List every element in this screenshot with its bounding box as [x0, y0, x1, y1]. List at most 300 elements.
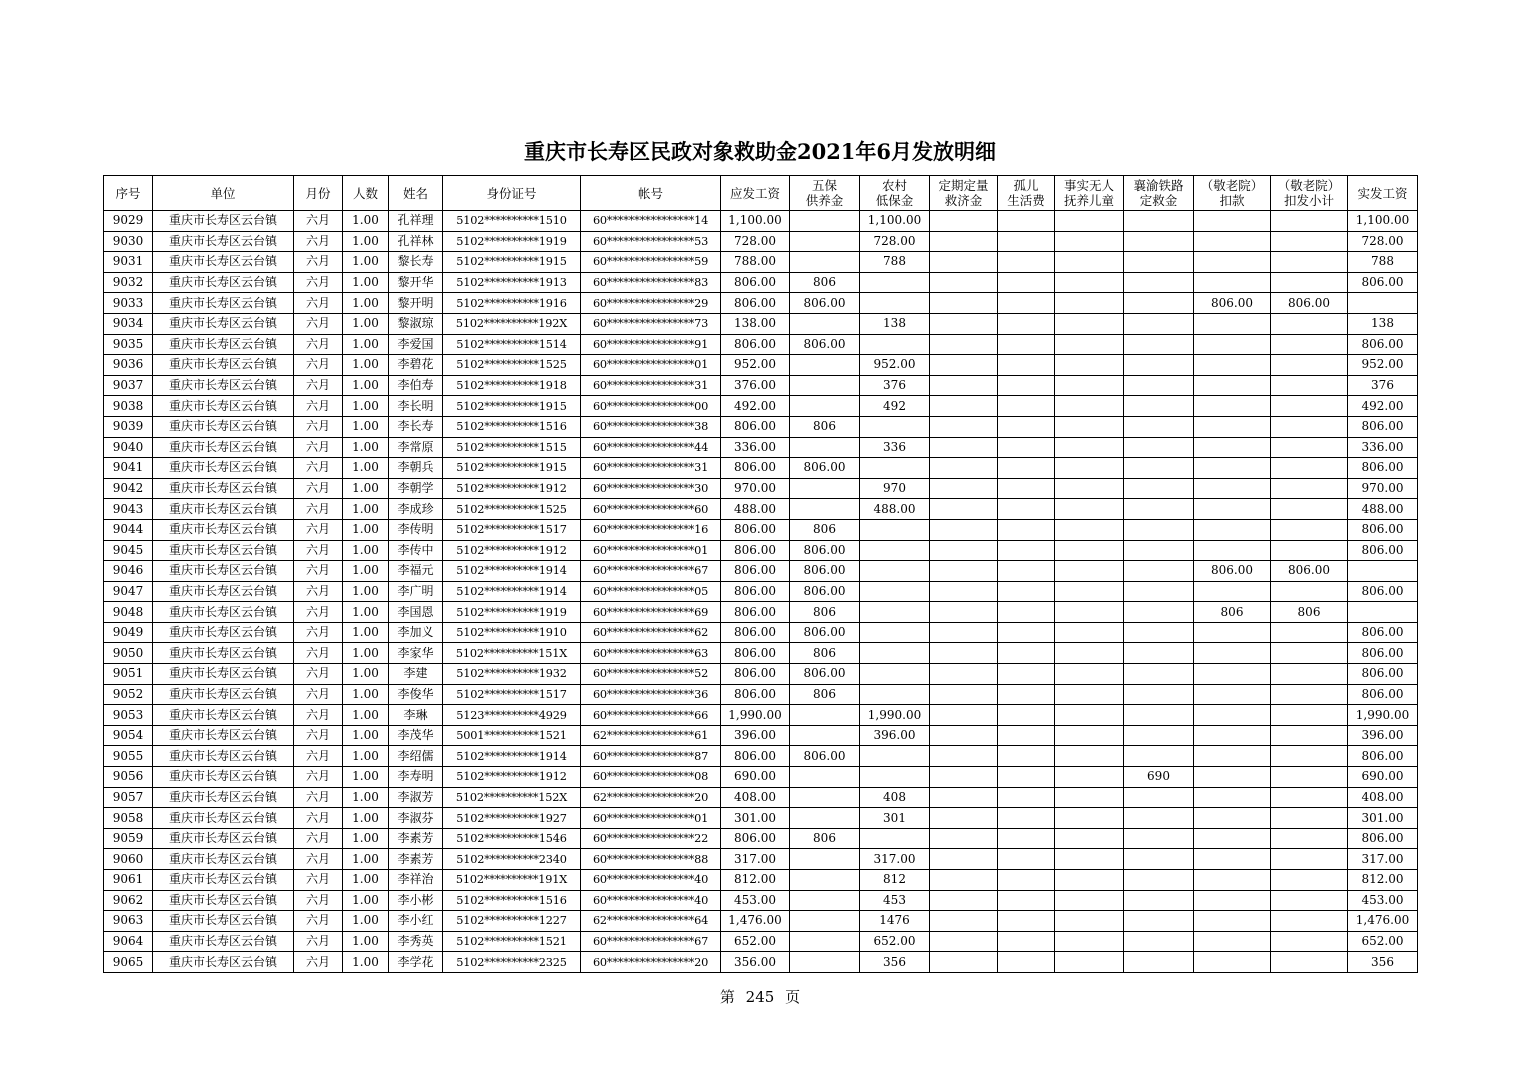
- net-pay-cell: 806.00: [1348, 746, 1418, 767]
- unsupported-child-cell: [1055, 622, 1124, 643]
- account-cell: 60****************53: [581, 231, 721, 252]
- net-pay-cell: 138: [1348, 313, 1418, 334]
- railway-relief-cell: [1124, 540, 1194, 561]
- regular-relief-cell: [930, 561, 998, 582]
- dibao-cell: 356: [860, 952, 930, 973]
- name-cell: 李寿明: [389, 767, 443, 788]
- net-pay-cell: 788: [1348, 252, 1418, 273]
- regular-relief-cell: [930, 437, 998, 458]
- name-cell: 李长寿: [389, 416, 443, 437]
- seq-cell: 9034: [104, 313, 153, 334]
- dibao-cell: 376: [860, 375, 930, 396]
- table-row: [104, 890, 1418, 911]
- wubao-cell: [790, 767, 860, 788]
- orphan-cell: [998, 828, 1055, 849]
- orphan-cell: [998, 561, 1055, 582]
- net-pay-cell: 488.00: [1348, 499, 1418, 520]
- unit-cell: 重庆市长寿区云台镇: [153, 890, 294, 911]
- dibao-cell: [860, 519, 930, 540]
- account-cell: 60****************83: [581, 272, 721, 293]
- unsupported-child-cell: [1055, 890, 1124, 911]
- orphan-cell: [998, 664, 1055, 685]
- unit-cell: 重庆市长寿区云台镇: [153, 375, 294, 396]
- dibao-cell: 1,990.00: [860, 705, 930, 726]
- name-cell: 李加义: [389, 622, 443, 643]
- table-row: [104, 581, 1418, 602]
- unsupported-child-cell: [1055, 767, 1124, 788]
- name-cell: 李福元: [389, 561, 443, 582]
- account-cell: 60****************66: [581, 705, 721, 726]
- regular-relief-cell: [930, 540, 998, 561]
- name-cell: 李传中: [389, 540, 443, 561]
- count-cell: 1.00: [343, 808, 389, 829]
- wubao-cell: 806: [790, 643, 860, 664]
- regular-relief-cell: [930, 231, 998, 252]
- wubao-cell: 806.00: [790, 664, 860, 685]
- count-cell: 1.00: [343, 519, 389, 540]
- orphan-cell: [998, 911, 1055, 932]
- month-cell: 六月: [294, 334, 343, 355]
- table-row: [104, 478, 1418, 499]
- count-cell: 1.00: [343, 725, 389, 746]
- unsupported-child-cell: [1055, 499, 1124, 520]
- id-number-cell: 5102**********1913: [443, 272, 581, 293]
- railway-relief-cell: 690: [1124, 767, 1194, 788]
- railway-relief-cell: [1124, 890, 1194, 911]
- orphan-cell: [998, 622, 1055, 643]
- nursing-home-subtotal-cell: [1271, 540, 1348, 561]
- regular-relief-cell: [930, 808, 998, 829]
- wubao-cell: [790, 952, 860, 973]
- count-cell: 1.00: [343, 540, 389, 561]
- orphan-cell: [998, 787, 1055, 808]
- name-cell: 李俊华: [389, 684, 443, 705]
- railway-relief-cell: [1124, 396, 1194, 417]
- column-header: 农村 低保金: [860, 176, 930, 211]
- wubao-cell: 806.00: [790, 581, 860, 602]
- wubao-cell: [790, 375, 860, 396]
- unsupported-child-cell: [1055, 211, 1124, 232]
- railway-relief-cell: [1124, 911, 1194, 932]
- wubao-cell: [790, 313, 860, 334]
- id-number-cell: 5102**********1517: [443, 519, 581, 540]
- wubao-cell: 806: [790, 684, 860, 705]
- name-cell: 李小红: [389, 911, 443, 932]
- account-cell: 60****************44: [581, 437, 721, 458]
- unit-cell: 重庆市长寿区云台镇: [153, 272, 294, 293]
- wubao-cell: [790, 725, 860, 746]
- nursing-home-deduction-cell: [1194, 211, 1271, 232]
- seq-cell: 9033: [104, 293, 153, 314]
- month-cell: 六月: [294, 890, 343, 911]
- orphan-cell: [998, 437, 1055, 458]
- count-cell: 1.00: [343, 581, 389, 602]
- account-cell: 60****************30: [581, 478, 721, 499]
- unit-cell: 重庆市长寿区云台镇: [153, 870, 294, 891]
- account-cell: 60****************88: [581, 849, 721, 870]
- railway-relief-cell: [1124, 787, 1194, 808]
- dibao-cell: 301: [860, 808, 930, 829]
- account-cell: 60****************67: [581, 931, 721, 952]
- net-pay-cell: 728.00: [1348, 231, 1418, 252]
- seq-cell: 9043: [104, 499, 153, 520]
- table-row: [104, 849, 1418, 870]
- nursing-home-deduction-cell: [1194, 684, 1271, 705]
- unsupported-child-cell: [1055, 808, 1124, 829]
- account-cell: 60****************40: [581, 870, 721, 891]
- railway-relief-cell: [1124, 643, 1194, 664]
- dibao-cell: [860, 334, 930, 355]
- column-header: 定期定量 救济金: [930, 176, 998, 211]
- net-pay-cell: 806.00: [1348, 272, 1418, 293]
- unit-cell: 重庆市长寿区云台镇: [153, 396, 294, 417]
- name-cell: 李传明: [389, 519, 443, 540]
- dibao-cell: [860, 561, 930, 582]
- column-header: 序号: [104, 176, 153, 211]
- seq-cell: 9050: [104, 643, 153, 664]
- net-pay-cell: 806.00: [1348, 519, 1418, 540]
- seq-cell: 9060: [104, 849, 153, 870]
- name-cell: 李素芳: [389, 849, 443, 870]
- unit-cell: 重庆市长寿区云台镇: [153, 746, 294, 767]
- table-row: [104, 870, 1418, 891]
- regular-relief-cell: [930, 684, 998, 705]
- dibao-cell: [860, 664, 930, 685]
- wubao-cell: 806.00: [790, 458, 860, 479]
- id-number-cell: 5102**********1916: [443, 293, 581, 314]
- nursing-home-deduction-cell: 806.00: [1194, 293, 1271, 314]
- seq-cell: 9032: [104, 272, 153, 293]
- gross-pay-cell: 806.00: [721, 561, 790, 582]
- count-cell: 1.00: [343, 231, 389, 252]
- unit-cell: 重庆市长寿区云台镇: [153, 602, 294, 623]
- name-cell: 孔祥林: [389, 231, 443, 252]
- seq-cell: 9051: [104, 664, 153, 685]
- seq-cell: 9049: [104, 622, 153, 643]
- count-cell: 1.00: [343, 890, 389, 911]
- column-header: （敬老院） 扣款: [1194, 176, 1271, 211]
- railway-relief-cell: [1124, 478, 1194, 499]
- name-cell: 黎长寿: [389, 252, 443, 273]
- net-pay-cell: 806.00: [1348, 828, 1418, 849]
- gross-pay-cell: 728.00: [721, 231, 790, 252]
- orphan-cell: [998, 478, 1055, 499]
- id-number-cell: 5102**********1914: [443, 746, 581, 767]
- wubao-cell: [790, 231, 860, 252]
- dibao-cell: [860, 767, 930, 788]
- table-row: [104, 293, 1418, 314]
- id-number-cell: 5102**********1514: [443, 334, 581, 355]
- railway-relief-cell: [1124, 725, 1194, 746]
- unit-cell: 重庆市长寿区云台镇: [153, 519, 294, 540]
- wubao-cell: 806.00: [790, 334, 860, 355]
- dibao-cell: 970: [860, 478, 930, 499]
- id-number-cell: 5123**********4929: [443, 705, 581, 726]
- net-pay-cell: 453.00: [1348, 890, 1418, 911]
- month-cell: 六月: [294, 478, 343, 499]
- wubao-cell: 806.00: [790, 746, 860, 767]
- month-cell: 六月: [294, 952, 343, 973]
- dibao-cell: 396.00: [860, 725, 930, 746]
- nursing-home-subtotal-cell: [1271, 375, 1348, 396]
- railway-relief-cell: [1124, 828, 1194, 849]
- unsupported-child-cell: [1055, 519, 1124, 540]
- dibao-cell: 1476: [860, 911, 930, 932]
- gross-pay-cell: 488.00: [721, 499, 790, 520]
- nursing-home-deduction-cell: [1194, 931, 1271, 952]
- nursing-home-subtotal-cell: [1271, 437, 1348, 458]
- gross-pay-cell: 806.00: [721, 828, 790, 849]
- id-number-cell: 5102**********1912: [443, 478, 581, 499]
- nursing-home-deduction-cell: [1194, 643, 1271, 664]
- gross-pay-cell: 806.00: [721, 519, 790, 540]
- gross-pay-cell: 806.00: [721, 293, 790, 314]
- orphan-cell: [998, 458, 1055, 479]
- nursing-home-deduction-cell: [1194, 746, 1271, 767]
- count-cell: 1.00: [343, 211, 389, 232]
- table-row: [104, 828, 1418, 849]
- table-row: [104, 355, 1418, 376]
- seq-cell: 9064: [104, 931, 153, 952]
- orphan-cell: [998, 581, 1055, 602]
- unit-cell: 重庆市长寿区云台镇: [153, 684, 294, 705]
- id-number-cell: 5102**********1914: [443, 561, 581, 582]
- gross-pay-cell: 806.00: [721, 664, 790, 685]
- seq-cell: 9044: [104, 519, 153, 540]
- name-cell: 李小彬: [389, 890, 443, 911]
- nursing-home-subtotal-cell: 806.00: [1271, 561, 1348, 582]
- account-cell: 60****************31: [581, 375, 721, 396]
- id-number-cell: 5102**********151X: [443, 643, 581, 664]
- nursing-home-deduction-cell: [1194, 416, 1271, 437]
- seq-cell: 9036: [104, 355, 153, 376]
- month-cell: 六月: [294, 684, 343, 705]
- nursing-home-subtotal-cell: [1271, 767, 1348, 788]
- gross-pay-cell: 806.00: [721, 602, 790, 623]
- seq-cell: 9052: [104, 684, 153, 705]
- id-number-cell: 5102**********1915: [443, 252, 581, 273]
- net-pay-cell: 1,476.00: [1348, 911, 1418, 932]
- dibao-cell: 408: [860, 787, 930, 808]
- unsupported-child-cell: [1055, 416, 1124, 437]
- railway-relief-cell: [1124, 211, 1194, 232]
- name-cell: 黎淑琼: [389, 313, 443, 334]
- count-cell: 1.00: [343, 458, 389, 479]
- nursing-home-subtotal-cell: [1271, 808, 1348, 829]
- regular-relief-cell: [930, 787, 998, 808]
- regular-relief-cell: [930, 931, 998, 952]
- seq-cell: 9041: [104, 458, 153, 479]
- seq-cell: 9058: [104, 808, 153, 829]
- unsupported-child-cell: [1055, 478, 1124, 499]
- table-header-row: [104, 176, 1418, 211]
- net-pay-cell: 317.00: [1348, 849, 1418, 870]
- nursing-home-deduction-cell: [1194, 705, 1271, 726]
- name-cell: 李秀英: [389, 931, 443, 952]
- id-number-cell: 5102**********1910: [443, 622, 581, 643]
- regular-relief-cell: [930, 870, 998, 891]
- wubao-cell: [790, 478, 860, 499]
- nursing-home-subtotal-cell: [1271, 622, 1348, 643]
- count-cell: 1.00: [343, 931, 389, 952]
- nursing-home-subtotal-cell: [1271, 499, 1348, 520]
- regular-relief-cell: [930, 252, 998, 273]
- table-row: [104, 684, 1418, 705]
- wubao-cell: [790, 437, 860, 458]
- account-cell: 60****************52: [581, 664, 721, 685]
- unit-cell: 重庆市长寿区云台镇: [153, 911, 294, 932]
- name-cell: 李家华: [389, 643, 443, 664]
- wubao-cell: [790, 931, 860, 952]
- id-number-cell: 5102**********2325: [443, 952, 581, 973]
- wubao-cell: 806: [790, 272, 860, 293]
- railway-relief-cell: [1124, 519, 1194, 540]
- account-cell: 62****************61: [581, 725, 721, 746]
- name-cell: 李琳: [389, 705, 443, 726]
- railway-relief-cell: [1124, 746, 1194, 767]
- count-cell: 1.00: [343, 664, 389, 685]
- unit-cell: 重庆市长寿区云台镇: [153, 643, 294, 664]
- gross-pay-cell: 396.00: [721, 725, 790, 746]
- nursing-home-subtotal-cell: [1271, 746, 1348, 767]
- unit-cell: 重庆市长寿区云台镇: [153, 725, 294, 746]
- dibao-cell: 812: [860, 870, 930, 891]
- table-row: [104, 458, 1418, 479]
- count-cell: 1.00: [343, 746, 389, 767]
- nursing-home-deduction-cell: [1194, 437, 1271, 458]
- dibao-cell: 138: [860, 313, 930, 334]
- unit-cell: 重庆市长寿区云台镇: [153, 828, 294, 849]
- account-cell: 62****************20: [581, 787, 721, 808]
- gross-pay-cell: 806.00: [721, 540, 790, 561]
- account-cell: 60****************59: [581, 252, 721, 273]
- month-cell: 六月: [294, 231, 343, 252]
- regular-relief-cell: [930, 725, 998, 746]
- regular-relief-cell: [930, 334, 998, 355]
- wubao-cell: [790, 705, 860, 726]
- unit-cell: 重庆市长寿区云台镇: [153, 478, 294, 499]
- railway-relief-cell: [1124, 870, 1194, 891]
- gross-pay-cell: 1,476.00: [721, 911, 790, 932]
- relief-payment-table: [103, 175, 1418, 973]
- id-number-cell: 5102**********1918: [443, 375, 581, 396]
- name-cell: 李长明: [389, 396, 443, 417]
- railway-relief-cell: [1124, 355, 1194, 376]
- railway-relief-cell: [1124, 849, 1194, 870]
- nursing-home-subtotal-cell: [1271, 952, 1348, 973]
- table-row: [104, 334, 1418, 355]
- regular-relief-cell: [930, 375, 998, 396]
- nursing-home-subtotal-cell: [1271, 931, 1348, 952]
- dibao-cell: [860, 458, 930, 479]
- column-header: 应发工资: [721, 176, 790, 211]
- railway-relief-cell: [1124, 458, 1194, 479]
- nursing-home-deduction-cell: [1194, 478, 1271, 499]
- nursing-home-subtotal-cell: [1271, 272, 1348, 293]
- unit-cell: 重庆市长寿区云台镇: [153, 437, 294, 458]
- wubao-cell: 806.00: [790, 622, 860, 643]
- month-cell: 六月: [294, 746, 343, 767]
- unsupported-child-cell: [1055, 272, 1124, 293]
- regular-relief-cell: [930, 478, 998, 499]
- unsupported-child-cell: [1055, 231, 1124, 252]
- net-pay-cell: 356: [1348, 952, 1418, 973]
- gross-pay-cell: 138.00: [721, 313, 790, 334]
- account-cell: 60****************62: [581, 622, 721, 643]
- nursing-home-deduction-cell: [1194, 540, 1271, 561]
- railway-relief-cell: [1124, 313, 1194, 334]
- orphan-cell: [998, 540, 1055, 561]
- id-number-cell: 5102**********1912: [443, 540, 581, 561]
- net-pay-cell: 806.00: [1348, 416, 1418, 437]
- unit-cell: 重庆市长寿区云台镇: [153, 540, 294, 561]
- railway-relief-cell: [1124, 622, 1194, 643]
- nursing-home-deduction-cell: [1194, 849, 1271, 870]
- orphan-cell: [998, 725, 1055, 746]
- dibao-cell: [860, 581, 930, 602]
- dibao-cell: 788: [860, 252, 930, 273]
- table-row: [104, 725, 1418, 746]
- month-cell: 六月: [294, 664, 343, 685]
- unit-cell: 重庆市长寿区云台镇: [153, 355, 294, 376]
- gross-pay-cell: 690.00: [721, 767, 790, 788]
- wubao-cell: [790, 870, 860, 891]
- unit-cell: 重庆市长寿区云台镇: [153, 581, 294, 602]
- unit-cell: 重庆市长寿区云台镇: [153, 561, 294, 582]
- wubao-cell: [790, 252, 860, 273]
- id-number-cell: 5102**********1521: [443, 931, 581, 952]
- account-cell: 60****************36: [581, 684, 721, 705]
- unit-cell: 重庆市长寿区云台镇: [153, 787, 294, 808]
- table-row: [104, 952, 1418, 973]
- wubao-cell: 806: [790, 519, 860, 540]
- railway-relief-cell: [1124, 416, 1194, 437]
- railway-relief-cell: [1124, 437, 1194, 458]
- account-cell: 60****************20: [581, 952, 721, 973]
- unsupported-child-cell: [1055, 705, 1124, 726]
- dibao-cell: [860, 540, 930, 561]
- railway-relief-cell: [1124, 375, 1194, 396]
- seq-cell: 9059: [104, 828, 153, 849]
- account-cell: 60****************87: [581, 746, 721, 767]
- nursing-home-subtotal-cell: [1271, 870, 1348, 891]
- count-cell: 1.00: [343, 849, 389, 870]
- count-cell: 1.00: [343, 705, 389, 726]
- regular-relief-cell: [930, 664, 998, 685]
- account-cell: 62****************64: [581, 911, 721, 932]
- account-cell: 60****************16: [581, 519, 721, 540]
- month-cell: 六月: [294, 211, 343, 232]
- orphan-cell: [998, 211, 1055, 232]
- unit-cell: 重庆市长寿区云台镇: [153, 334, 294, 355]
- orphan-cell: [998, 870, 1055, 891]
- table-row: [104, 272, 1418, 293]
- gross-pay-cell: 806.00: [721, 643, 790, 664]
- unit-cell: 重庆市长寿区云台镇: [153, 849, 294, 870]
- railway-relief-cell: [1124, 581, 1194, 602]
- nursing-home-deduction-cell: [1194, 581, 1271, 602]
- month-cell: 六月: [294, 767, 343, 788]
- regular-relief-cell: [930, 581, 998, 602]
- count-cell: 1.00: [343, 437, 389, 458]
- column-header: 身份证号: [443, 176, 581, 211]
- orphan-cell: [998, 767, 1055, 788]
- month-cell: 六月: [294, 396, 343, 417]
- count-cell: 1.00: [343, 602, 389, 623]
- seq-cell: 9056: [104, 767, 153, 788]
- account-cell: 60****************60: [581, 499, 721, 520]
- nursing-home-subtotal-cell: [1271, 355, 1348, 376]
